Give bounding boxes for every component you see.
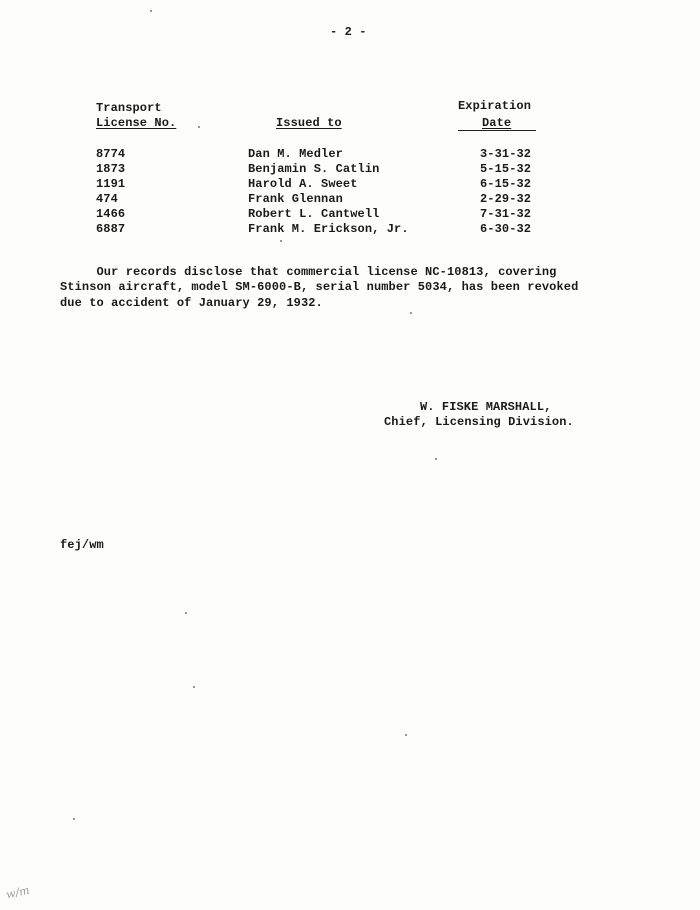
paragraph-line: Stinson aircraft, model SM-6000-B, serial number 5034, has been revoked xyxy=(60,280,579,294)
scan-speck xyxy=(280,240,282,242)
table-row-date: 7-31-32 xyxy=(480,207,532,221)
margin-note: w/m xyxy=(4,883,31,902)
table-row-license: 1191 xyxy=(96,177,126,191)
scan-speck xyxy=(405,734,407,736)
table-row-date: 2-29-32 xyxy=(480,192,532,206)
paragraph-line: Our records disclose that commercial license NC-10813, covering xyxy=(60,265,557,279)
scan-speck xyxy=(410,312,412,314)
table-row-name: Benjamin S. Catlin xyxy=(248,162,380,176)
signature-name: W. FISKE MARSHALL, xyxy=(420,400,552,414)
header-expiration-line2: Date xyxy=(482,116,512,130)
scan-speck xyxy=(73,818,75,820)
table-row-date: 6-15-32 xyxy=(480,177,532,191)
scan-speck xyxy=(193,686,195,688)
signature-title: Chief, Licensing Division. xyxy=(384,415,574,429)
table-row-date: 5-15-32 xyxy=(480,162,532,176)
page-number: - 2 - xyxy=(330,25,367,39)
table-row-license: 1873 xyxy=(96,162,126,176)
typist-initials: fej/wm xyxy=(60,538,104,552)
table-row-name: Frank M. Erickson, Jr. xyxy=(248,222,409,236)
header-license-line1: Transport xyxy=(96,101,162,115)
scan-speck xyxy=(435,458,437,460)
header-issued-to: Issued to xyxy=(276,116,342,130)
header-license-line2: License No. xyxy=(96,116,177,130)
table-row-name: Robert L. Cantwell xyxy=(248,207,380,221)
table-row-name: Frank Glennan xyxy=(248,192,343,206)
table-row-license: 474 xyxy=(96,192,118,206)
scan-speck xyxy=(198,126,200,128)
scan-speck xyxy=(150,10,152,12)
table-row-date: 6-30-32 xyxy=(480,222,532,236)
scan-speck xyxy=(185,612,187,614)
table-row-name: Dan M. Medler xyxy=(248,147,343,161)
header-expiration-line1: Expiration xyxy=(458,99,532,113)
header-expiration-rule xyxy=(458,130,536,131)
table-row-license: 1466 xyxy=(96,207,126,221)
table-row-license: 8774 xyxy=(96,147,126,161)
paragraph-line: due to accident of January 29, 1932. xyxy=(60,296,323,310)
table-row-date: 3-31-32 xyxy=(480,147,532,161)
table-row-license: 6887 xyxy=(96,222,126,236)
table-row-name: Harold A. Sweet xyxy=(248,177,358,191)
